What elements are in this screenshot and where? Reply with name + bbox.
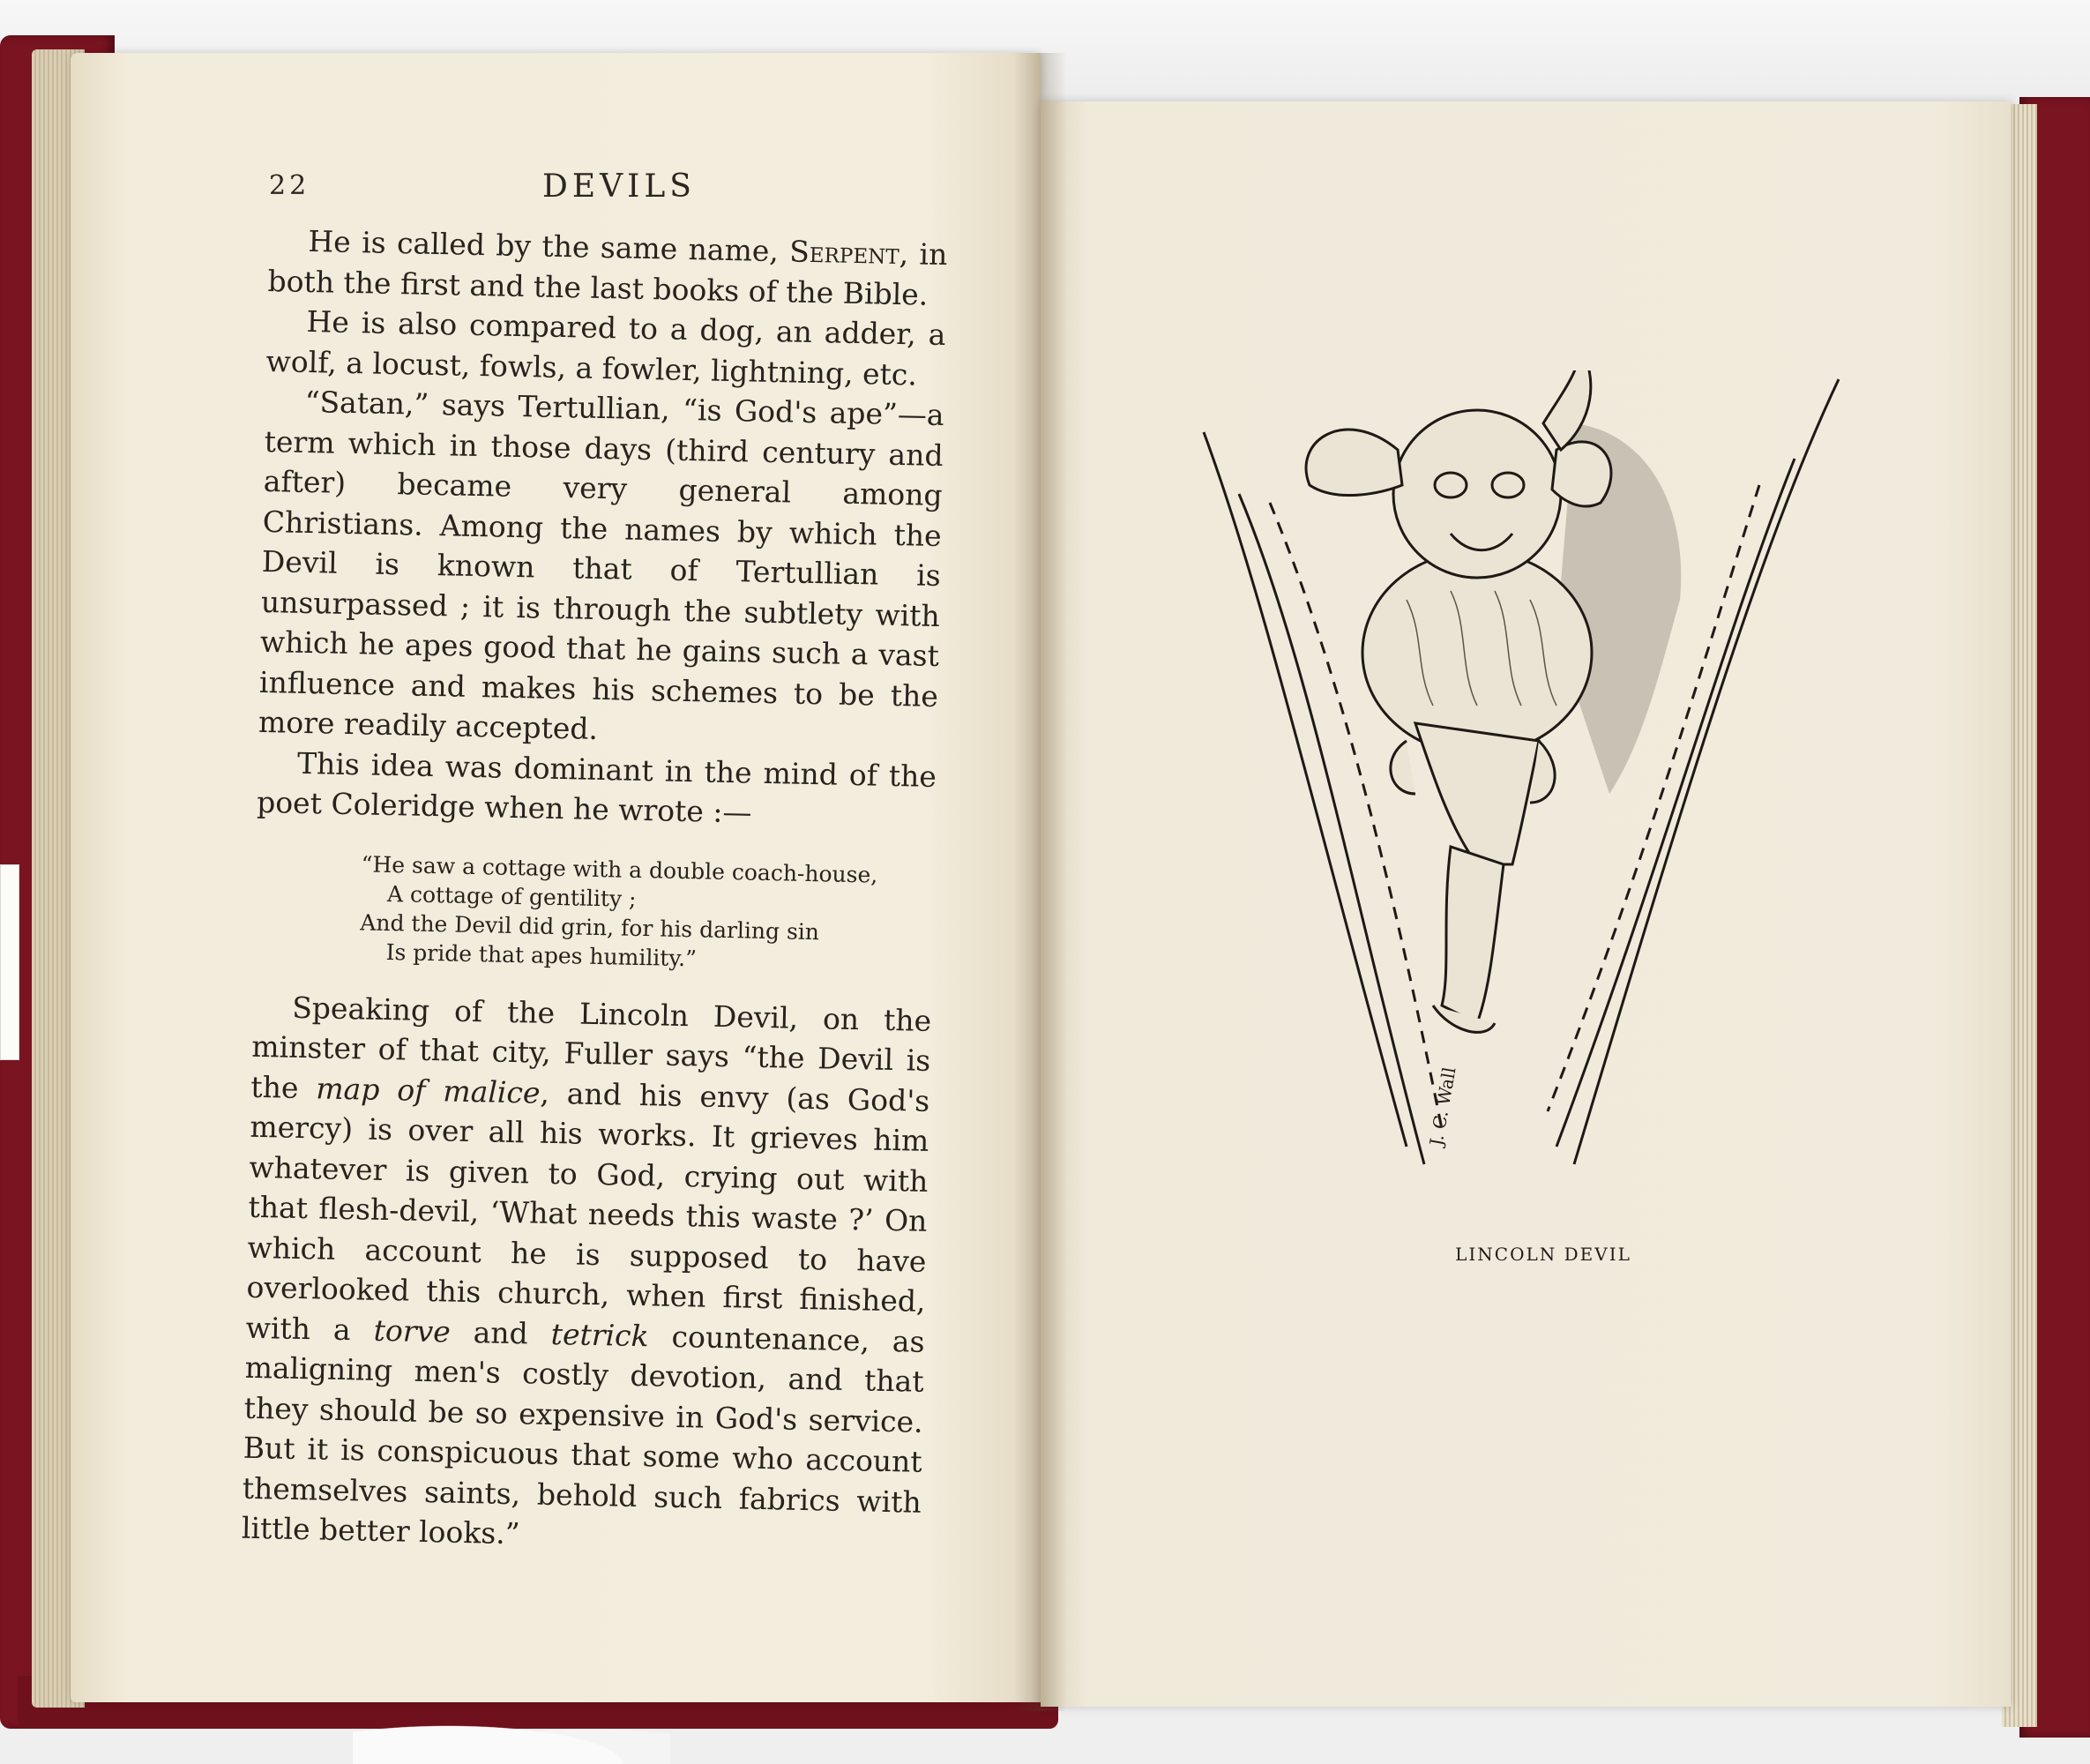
chapter-title: DEVILS <box>542 168 696 205</box>
page-number: 22 <box>269 170 310 201</box>
devil-head <box>1393 410 1561 578</box>
bookmark-slip <box>0 864 19 1060</box>
running-head <box>269 163 957 216</box>
devil-left-ear <box>1306 430 1402 496</box>
italic-torve: torve <box>373 1312 452 1349</box>
devil-body <box>1362 551 1592 754</box>
book-gutter <box>1014 53 1067 1711</box>
paragraph-4: This idea was dominant in the mind of the poet Coleridge when he wrote :— <box>256 745 937 830</box>
poem-line: And the Devil did grin, for his darling sin <box>360 908 820 945</box>
italic-tetrick: tetrick <box>550 1316 650 1353</box>
devil-hand <box>1391 741 1415 794</box>
italic-map-of-malice: map of malice <box>315 1070 541 1110</box>
serpent-smallcaps: Serpent <box>788 234 900 271</box>
poem-line: A cottage of gentility ; <box>386 880 637 912</box>
devil-leg <box>1442 847 1504 1023</box>
paragraph-5: Speaking of the Lincoln Devil, on the minster of that city, Fuller says “the Devil is the map of malice, and his envy (as God's mercy) is over all his works. It grieves him whatever is given to God, crying out with that flesh-devil, ‘What needs this waste ?’ On which account he is supposed to have overlooked this church, when first finished, with a torve and tetrick countenance, as maligning men's costly devotion, and that they should be so expensive in God's service. But it is conspicuous that some who account themselves saints, behold such fabrics with little better looks.” <box>241 990 932 1551</box>
illustration-signature: J. C. Wall <box>1425 1065 1460 1147</box>
paragraph-2: He is also compared to a dog, an adder, a wolf, a locust, fowls, a fowler, lightning, etc. <box>265 303 946 392</box>
arch-rib <box>1204 432 1407 1147</box>
devil-left-eye <box>1435 473 1467 497</box>
devil-lower-body <box>1415 723 1539 864</box>
poem-line: Is pride that apes humility.” <box>385 938 698 971</box>
poem-line: “He saw a cottage with a double coach-house, <box>361 850 878 888</box>
left-page-text <box>241 220 947 1562</box>
poem-quote <box>359 849 935 978</box>
paragraph-1: He is called by the same name, Serpent, in both the first and the last books of the Bible. <box>267 223 948 312</box>
devil-right-eye <box>1492 473 1524 497</box>
illustration-caption: LINCOLN DEVIL <box>1455 1244 1631 1265</box>
paragraph-3: “Satan,” says Tertullian, “is God's ape”—a term which in those days (third century and after) became very general among Christians. Among the names by which the Devil is known that of Tertullian is unsurpassed ; it is through the subtlety with which he apes good that he gains such a vast influence and makes his schemes to be the more readily accepted. <box>258 384 944 746</box>
holding-fingers <box>353 1715 670 1764</box>
lincoln-devil-illustration <box>1186 370 1856 1235</box>
